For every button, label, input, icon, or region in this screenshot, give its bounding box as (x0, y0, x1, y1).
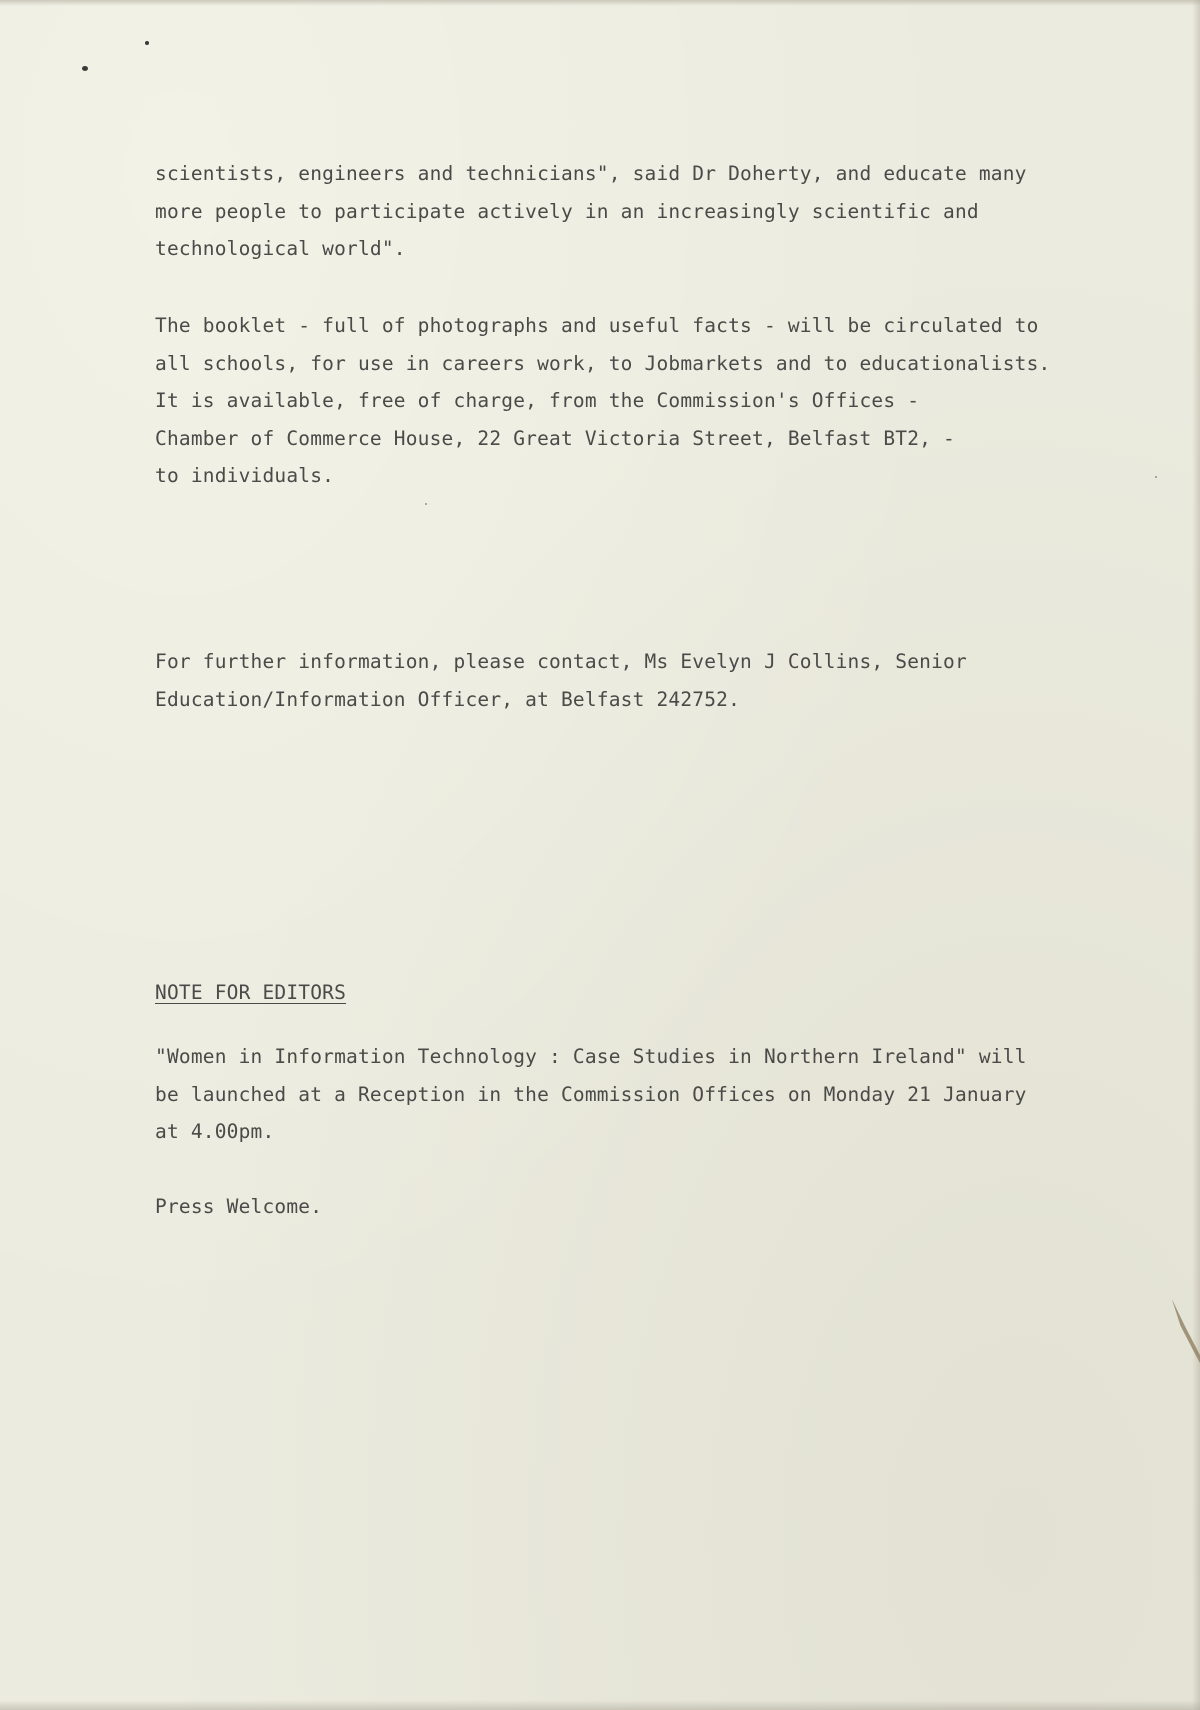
text-line: technological world". (155, 237, 406, 260)
ink-speck (82, 66, 88, 71)
ink-speck (1155, 476, 1157, 478)
text-line: to individuals. (155, 464, 335, 487)
text-line: Education/Information Officer, at Belfast 242752. (155, 687, 741, 711)
paragraph-launch (155, 1038, 1115, 1151)
text-line: It is available, free of charge, from the Commission's Offices - (155, 389, 920, 412)
text-line: scientists, engineers and technicians", said Dr Doherty, and educate many (155, 162, 1027, 185)
text-line: Chamber of Commerce House, 22 Great Victoria Street, Belfast BT2, - (155, 426, 955, 450)
ink-speck (425, 503, 427, 505)
note-for-editors-heading: NOTE FOR EDITORS (155, 981, 347, 1004)
text-line: more people to participate actively in an increasingly scientific and (155, 199, 979, 223)
paper-edge-bottom (0, 1700, 1200, 1710)
text-line: be launched at a Reception in the Commission Offices on Monday 21 January (155, 1082, 1027, 1106)
text-line: at 4.00pm. (155, 1120, 275, 1143)
paper-edge-top (0, 0, 1200, 6)
ink-speck (145, 41, 149, 45)
paragraph-doherty-quote (155, 155, 1115, 268)
text-line: "Women in Information Technology : Case Studies in Northern Ireland" will (155, 1045, 1027, 1068)
paragraph-booklet (155, 307, 1115, 495)
text-line: The booklet - full of photographs and useful facts - will be circulated to (155, 314, 1039, 337)
paragraph-press-welcome (155, 1188, 1115, 1226)
text-line: all schools, for use in careers work, to Jobmarkets and to educationalists. (155, 351, 1051, 375)
text-line: Press Welcome. (155, 1195, 323, 1218)
paragraph-contact (155, 643, 1115, 718)
text-line: For further information, please contact, Ms Evelyn J Collins, Senior (155, 650, 967, 673)
paper-edge-right (1192, 0, 1200, 1710)
